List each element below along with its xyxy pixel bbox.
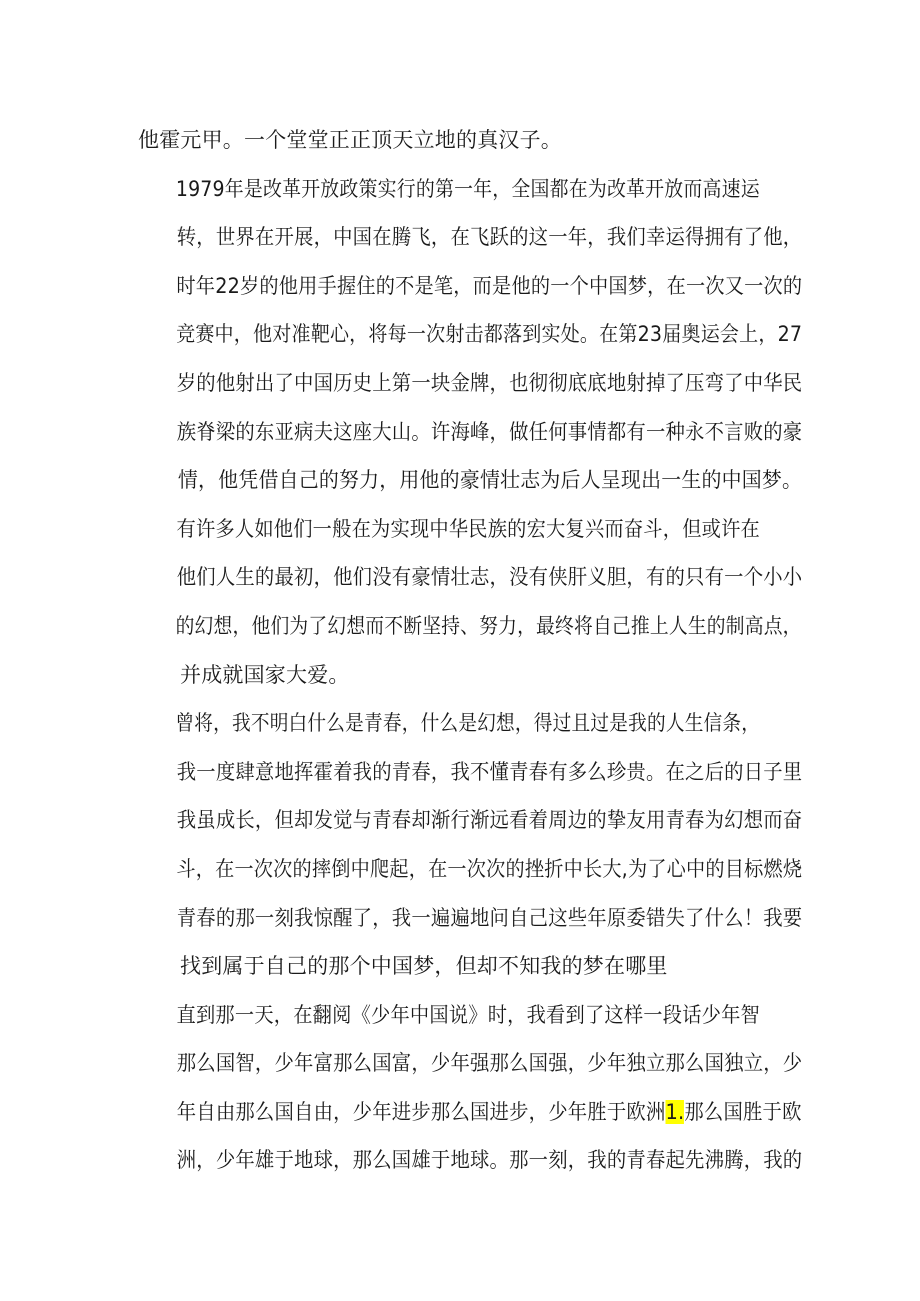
text-line: 我虽成长，但却发觉与青春却渐行渐远看着周边的挚友用青春为幻想而奋 <box>176 808 803 833</box>
text-line: 的幻想，他们为了幻想而不断坚持、努力，最终将自己推上人生的制高点， <box>175 613 802 638</box>
text-line: 转，世界在开展，中国在腾飞，在飞跃的这一年，我们幸运得拥有了他， <box>176 225 803 250</box>
text-line: 他们人生的最初，他们没有豪情壮志，没有侠肝义胆，有的只有一个小小 <box>176 565 803 590</box>
text-line: 并成就国家大爱。 <box>180 662 350 687</box>
text-line: 直到那一天，在翻阅《少年中国说》时，我看到了这样一段话少年智 <box>176 1002 760 1027</box>
text-line: 曾将，我不明白什么是青春，什么是幻想，得过且过是我的人生信条， <box>175 711 761 736</box>
text-line: 时年22岁的他用手握住的不是笔，而是他的一个中国梦，在一次又一次的 <box>176 273 803 298</box>
text-line-with-highlight <box>138 1088 802 1137</box>
highlight-after: 那么国胜于欧 <box>684 1099 802 1124</box>
text-column <box>138 116 802 1185</box>
highlighted-marker: 1. <box>665 1099 685 1124</box>
paragraph-1 <box>138 116 802 165</box>
text-line: 族脊梁的东亚病夫这座大山。许海峰，做任何事情都有一种永不言败的豪 <box>176 419 803 444</box>
text-line: 他霍元甲。一个堂堂正正顶天立地的真汉子。 <box>138 128 562 152</box>
paragraph-5 <box>138 991 802 1185</box>
text-line: 岁的他射出了中国历史上第一块金牌，也彻彻底底地射掉了压弯了中华民 <box>176 370 803 395</box>
text-line: 竞赛中，他对准靶心，将每一次射击都落到实处。在第23届奥运会上，27 <box>176 322 803 347</box>
text-line: 有许多人如他们一般在为实现中华民族的宏大复兴而奋斗，但或许在 <box>176 516 760 541</box>
highlight-before: 年自由那么国自由，少年进步那么国进步，少年胜于欧洲 <box>176 1099 666 1124</box>
text-line: 找到属于自己的那个中国梦，但却不知我的梦在哪里 <box>180 954 668 979</box>
text-line: 我一度肆意地挥霍着我的青春，我不懂青春有多么珍贵。在之后的日子里 <box>176 759 803 784</box>
text-line: 洲，少年雄于地球，那么国雄于地球。那一刻，我的青春起先沸腾，我的 <box>176 1148 803 1173</box>
text-line: 那么国智，少年富那么国富，少年强那么国强，少年独立那么国独立，少 <box>176 1051 803 1076</box>
text-line: 情，他凭借自己的努力，用他的豪情壮志为后人呈现出一生的中国梦。 <box>177 468 803 493</box>
text-line: 青春的那一刻我惊醒了，我一遍遍地问自己这些年原委错失了什么！我要 <box>176 905 803 930</box>
paragraph-3 <box>138 505 802 699</box>
text-line: 斗，在一次次的摔倒中爬起，在一次次的挫折中长大,为了心中的目标燃烧 <box>176 856 803 881</box>
text-line: 1979年是改革开放政策实行的第一年，全国都在为改革开放而高速运 <box>175 176 760 201</box>
paragraph-2 <box>138 165 802 505</box>
paragraph-4 <box>138 699 802 991</box>
